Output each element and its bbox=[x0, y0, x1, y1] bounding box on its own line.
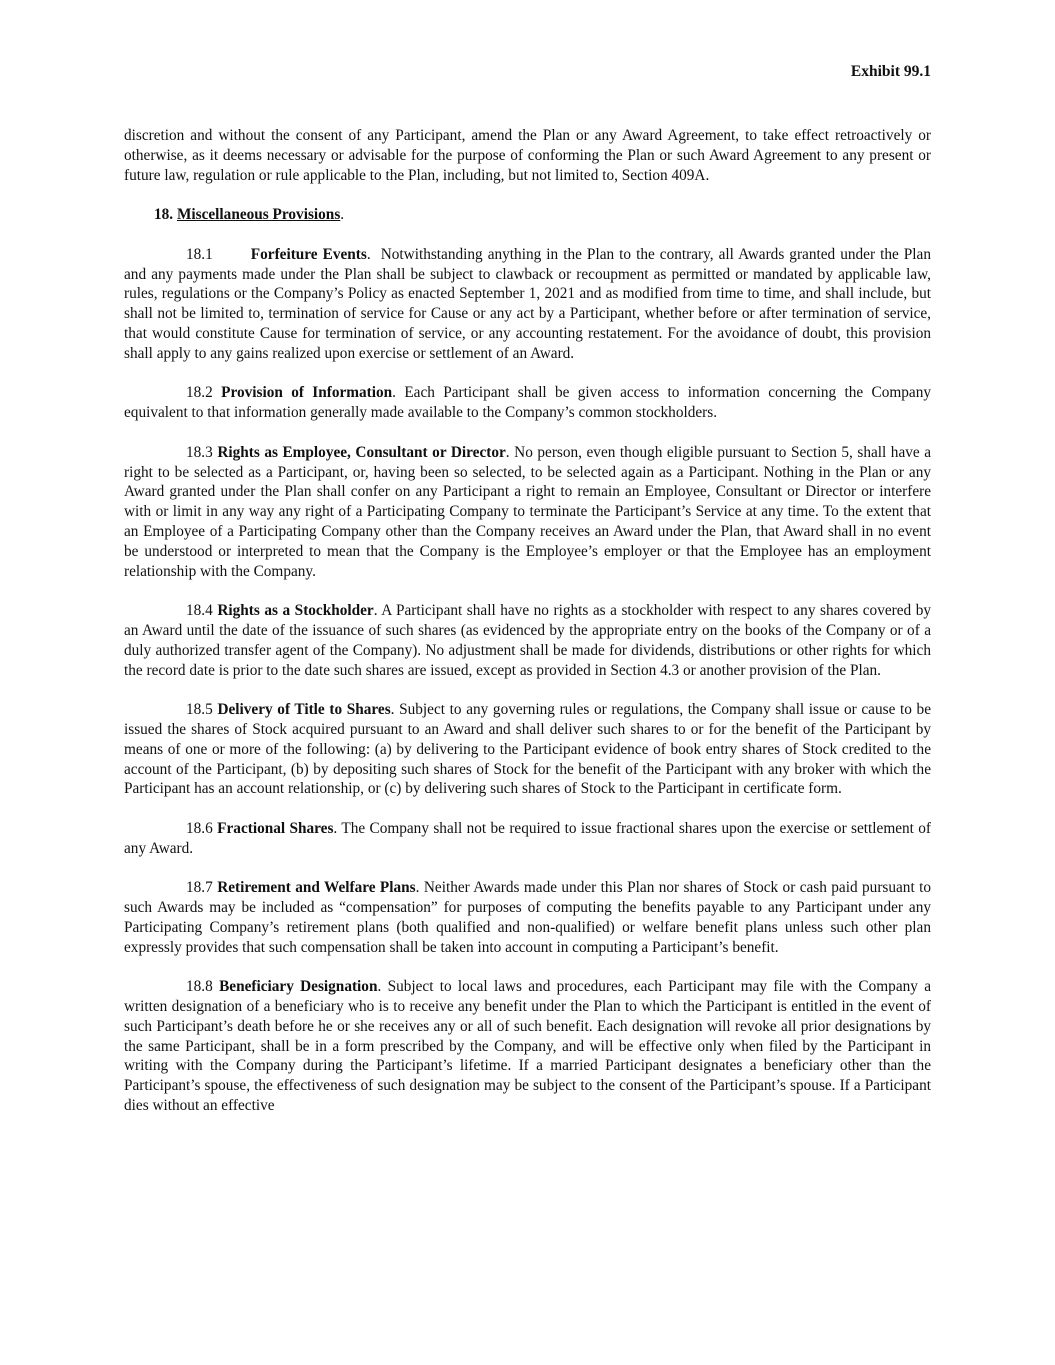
provision-number: 18.7 bbox=[186, 879, 213, 897]
provision-text: Neither Awards made under this Plan nor shares of Stock or cash paid pursuant to such Awards may be included as “compensation” for purposes of computing the benefits payable to any Participant under any Participating Company’s retirement plans (both qualified and non-qualified) or welfare benefit plans unless such other plan expressly provides that such compensation shall be taken into account in computing a Participant’s benefit. bbox=[124, 879, 931, 956]
provision-18-6: 18.6 Fractional Shares. The Company shall not be required to issue fractional shares upon the exercise or settlement of any Award. bbox=[124, 819, 932, 857]
provision-title: Delivery of Title to Shares bbox=[217, 701, 391, 719]
provision-number: 18.5 bbox=[186, 701, 213, 719]
provision-number: 18.2 bbox=[186, 384, 213, 402]
provision-text: The Company shall not be required to issue fractional shares upon the exercise or settlement of any Award. bbox=[124, 819, 932, 857]
provision-18-8: 18.8 Beneficiary Designation. Subject to local laws and procedures, each Participant may file with the Company a written designation of a beneficiary who is to receive any benefit under the Plan to which the Participant is entitled in the event of such Participant’s death before he or she receives any or all of such benefit. Each designation will revoke all prior designations by the same Participant, shall be in a form prescribed by the Company, and will be effective only when filed by the Participant in writing with the Company during the Participant’s lifetime. If a married Participant designates a beneficiary other than the Participant’s spouse, the effectiveness of such designation may be subject to the consent of the Participant’s spouse. If a Participant dies without an effective bbox=[124, 978, 931, 1115]
document-body bbox=[124, 126, 931, 1136]
provision-text: No person, even though eligible pursuant to Section 5, shall have a right to be selected as a Participant, or, having been so selected, to be selected again as a Participant. Nothing in the Plan or any Award granted under the Plan shall confer on any Participant a right to remain an Employee, Consultant or Director or interfere with or limit in any way any right of a Participating Company to terminate the Participant’s Service at any time. To the extent that an Employee of a Participating Company other than the Company receives an Award under the Plan, that Award shall in no event be understood or interpreted to mean that the Company is the Employee’s employer or that the Employee has an employment relationship with the Company. bbox=[124, 443, 931, 580]
provision-title: Retirement and Welfare Plans bbox=[217, 879, 416, 897]
provision-text: Each Participant shall be given access to information concerning the Company equivalent to that information generally made available to the Company’s common stockholders. bbox=[124, 384, 932, 422]
exhibit-label: Exhibit 99.1 bbox=[850, 63, 931, 80]
provision-number: 18.1 bbox=[186, 245, 213, 263]
section-suffix: . bbox=[340, 206, 345, 224]
provision-number: 18.3 bbox=[186, 443, 213, 461]
section-number: 18. bbox=[154, 206, 174, 224]
provision-18-2: 18.2 Provision of Information. Each Participant shall be given access to information concerning the Company equivalent to that information generally made available to the Company’s common stockholders. bbox=[124, 384, 932, 422]
provision-text: Subject to any governing rules or regulations, the Company shall issue or cause to be issued the shares of Stock acquired pursuant to an Award and shall deliver such shares to or for the benefit of the Participant by means of one or more of the following: (a) by delivering to the Participant evidence of book entry shares of Stock credited to the account of the Participant, (b) by depositing such shares of Stock for the benefit of the Participant with any broker with which the Participant has an account relationship, or (c) by delivering such shares of Stock to the Participant in certificate form. bbox=[124, 701, 931, 798]
provision-title: Beneficiary Designation bbox=[219, 978, 378, 996]
provision-number: 18.4 bbox=[186, 602, 213, 620]
intro-paragraph: discretion and without the consent of any Participant, amend the Plan or any Award Agreement, to take effect retroactively or otherwise, as it deems necessary or advisable for the purpose of conforming the Plan or such Award Agreement to any present or future law, regulation or rule applicable to the Plan, including, but not limited to, Section 409A. bbox=[124, 127, 931, 184]
provision-18-4: 18.4 Rights as a Stockholder. A Participant shall have no rights as a stockholder with respect to any shares covered by an Award until the date of the issuance of such shares (as evidenced by the appropriate entry on the books of the Company or of a duly authorized transfer agent of the Company). No adjustment shall be made for dividends, distributions or other rights for which the record date is prior to the date such shares are issued, except as provided in Section 4.3 or another provision of the Plan. bbox=[124, 602, 932, 679]
provision-18-7: 18.7 Retirement and Welfare Plans. Neither Awards made under this Plan nor shares of Stock or cash paid pursuant to such Awards may be included as “compensation” for purposes of computing the benefits payable to any Participant under any Participating Company’s retirement plans (both qualified and non-qualified) or welfare benefit plans unless such other plan expressly provides that such compensation shall be taken into account in computing a Participant’s benefit. bbox=[124, 879, 931, 956]
section-title: Miscellaneous Provisions bbox=[176, 206, 341, 224]
provision-18-3: 18.3 Rights as Employee, Consultant or Director. No person, even though eligible pursuant to Section 5, shall have a right to be selected as a Participant, or, having been so selected, to be selected again as a Participant. Nothing in the Plan or any Award granted under the Plan shall confer on any Participant a right to remain an Employee, Consultant or Director or interfere with or limit in any way any right of a Participating Company to terminate the Participant’s Service at any time. To the extent that an Employee of a Participating Company other than the Company receives an Award under the Plan, that Award shall in no event be understood or interpreted to mean that the Company is the Employee’s employer or that the Employee has an employment relationship with the Company. bbox=[124, 443, 931, 580]
provision-title: Provision of Information bbox=[221, 384, 393, 402]
provision-18-1: 18.1 Forfeiture Events. Notwithstanding anything in the Plan to the contrary, all Awards granted under the Plan and any payments made under the Plan shall be subject to clawback or recoupment as permitted or mandated by applicable law, rules, regulations or the Company’s Policy as enacted September 1, 2021 and as modified from time to time, and shall include, but shall not be limited to, termination of service for Cause or any act by a Participant, whether before or after termination of service, that would constitute Cause for termination of service, or any accounting restatement. For the avoidance of doubt, this provision shall apply to any gains realized upon exercise or settlement of an Award. bbox=[124, 245, 931, 362]
provision-title: Fractional Shares bbox=[217, 819, 334, 837]
provision-title: Rights as Employee, Consultant or Director bbox=[217, 443, 506, 461]
provision-number: 18.6 bbox=[186, 819, 213, 837]
provision-text: Notwithstanding anything in the Plan to the contrary, all Awards granted under the Plan and any payments made under the Plan shall be subject to clawback or recoupment as permitted or mandated by applicable law, rules, regulations or the Company’s Policy as enacted September 1, 2021 and as modified from time to time, and shall include, but shall not be limited to, termination of service for Cause or any act by a Participant, whether before or after termination of service, that would constitute Cause for termination of service, or any accounting restatement. For the avoidance of doubt, this provision shall apply to any gains realized upon exercise or settlement of an Award. bbox=[124, 245, 931, 362]
provision-number: 18.8 bbox=[186, 978, 213, 996]
section-heading bbox=[124, 205, 931, 225]
provision-text: A Participant shall have no rights as a stockholder with respect to any shares covered by an Award until the date of the issuance of such shares (as evidenced by the appropriate entry on the books of the Company or of a duly authorized transfer agent of the Company). No adjustment shall be made for dividends, distributions or other rights for which the record date is prior to the date such shares are issued, except as provided in Section 4.3 or another provision of the Plan. bbox=[124, 602, 932, 679]
provision-18-5: 18.5 Delivery of Title to Shares. Subject to any governing rules or regulations, the Company shall issue or cause to be issued the shares of Stock acquired pursuant to an Award and shall deliver such shares to or for the benefit of the Participant by means of one or more of the following: (a) by delivering to the Participant evidence of book entry shares of Stock credited to the account of the Participant, (b) by depositing such shares of Stock for the benefit of the Participant with any broker with which the Participant has an account relationship, or (c) by delivering such shares of Stock to the Participant in certificate form. bbox=[124, 701, 931, 798]
provision-title: Rights as a Stockholder bbox=[217, 602, 374, 620]
provision-text: Subject to local laws and procedures, each Participant may file with the Company a written designation of a beneficiary who is to receive any benefit under the Plan to which the Participant is entitled in the event of such Participant’s death before he or she receives any or all of such benefit. Each designation will revoke all prior designations by the same Participant, shall be in a form prescribed by the Company, and will be effective only when filed by the Participant in writing with the Company during the Participant’s lifetime. If a married Participant designates a beneficiary other than the Participant’s spouse, the effectiveness of such designation may be subject to the consent of the Participant’s spouse. If a Participant dies without an effective bbox=[124, 978, 931, 1115]
provision-title: Forfeiture Events bbox=[250, 245, 367, 263]
